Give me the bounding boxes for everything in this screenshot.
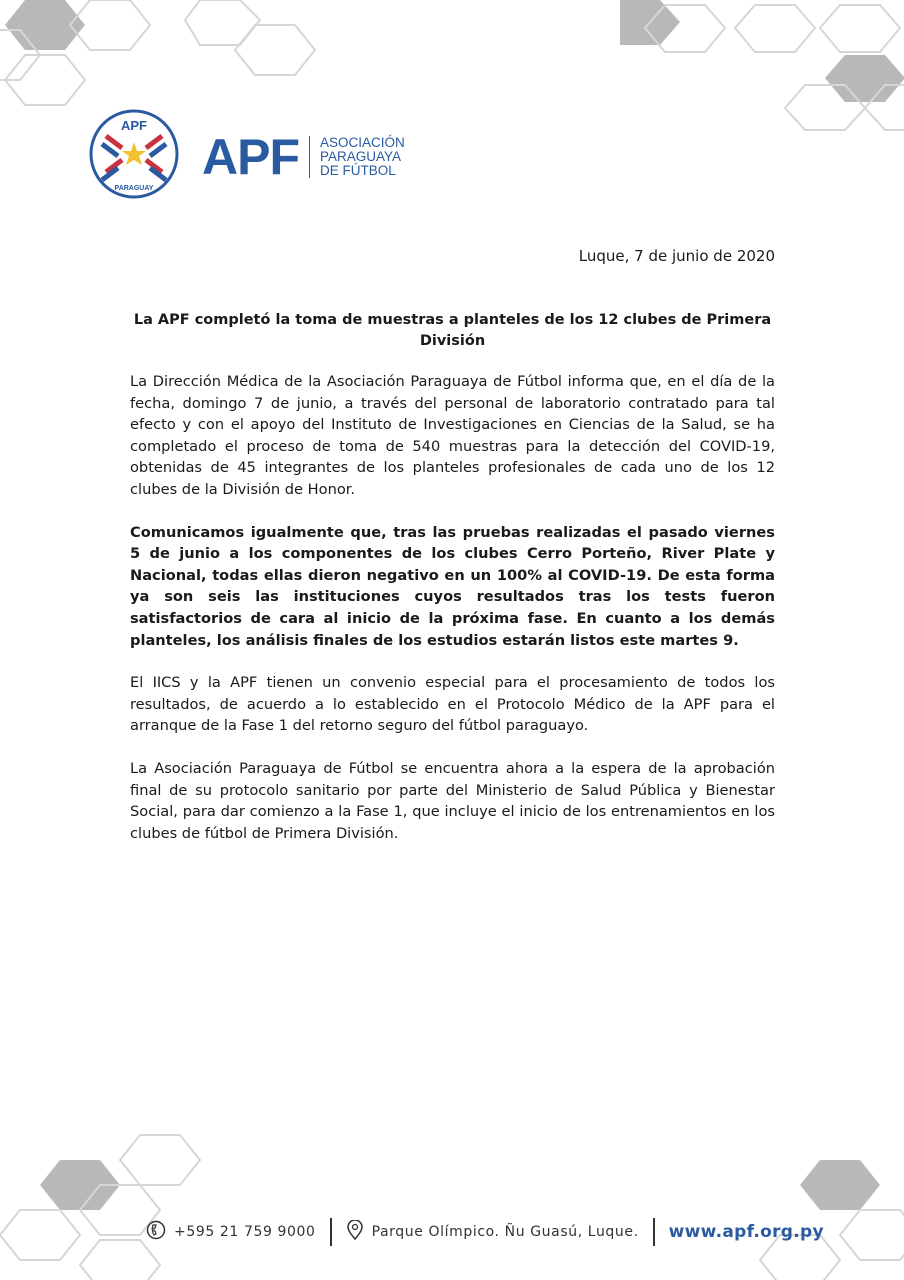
footer-phone: +595 21 759 9000 [174, 1224, 316, 1240]
document-title: La APF completó la toma de muestras a planteles de los 12 clubes de Primera División [133, 312, 772, 349]
badge-text: APF [121, 118, 147, 133]
footer-divider [330, 1218, 332, 1246]
phone-icon [146, 1220, 166, 1244]
paragraph-bold: Comunicamos igualmente que, tras las pruebas realizadas el pasado viernes 5 de junio a los componentes de los clubes Cerro Porteño, River Plate y Nacional, todas ellas dieron negativo en un 100% al COVID-19. De esta forma ya son seis las instituciones cuyos resultados tras los tests fueron satisfactorios de cara al inicio de la próxima fase. En cuanto a los demás planteles, los análisis finales de los estudios estarán listos este martes 9. [130, 523, 775, 649]
brand-short: APF [202, 129, 299, 185]
brand-divider [309, 136, 310, 178]
document-body [130, 371, 775, 865]
footer-contact [146, 1218, 824, 1246]
brand-name-line: ASOCIACIÓN [320, 135, 405, 150]
paragraph: La Asociación Paraguaya de Fútbol se encuentra ahora a la espera de la aprobación final de su protocolo sanitario por parte del Ministerio de Salud Pública y Bienestar Social, para dar comienzo a la Fase 1, que incluye el inicio de los entrenamientos en los clubes de fútbol de Primera División. [130, 759, 775, 842]
apf-badge-logo [88, 108, 180, 204]
location-pin-icon [346, 1220, 364, 1244]
brand-name-line: DE FÚTBOL [320, 163, 396, 178]
paragraph: La Dirección Médica de la Asociación Paraguaya de Fútbol informa que, en el día de la fecha, domingo 7 de junio, a través del personal de laboratorio contratado para tal efecto y con el apoyo del Instituto de Investigaciones en Ciencias de la Salud, se ha completado el proceso de toma de 540 muestras para la detección del COVID-19, obtenidas de 45 integrantes de los planteles profesionales de cada uno de los 12 clubes de la División de Honor. [130, 373, 775, 498]
footer-divider [653, 1218, 655, 1246]
brand-name [320, 136, 405, 178]
badge-bottom-text: PARAGUAY [114, 185, 154, 192]
footer-website-link[interactable]: www.apf.org.py [668, 1222, 824, 1242]
paragraph: El IICS y la APF tienen un convenio especial para el procesamiento de todos los resultados, de acuerdo a lo establecido en el Protocolo Médico de la APF para el arranque de la Fase 1 del retorno seguro del fútbol paraguayo. [130, 674, 775, 735]
document-date: Luque, 7 de junio de 2020 [578, 247, 775, 265]
footer-address: Parque Olímpico. Ñu Guasú, Luque. [371, 1224, 639, 1240]
brand-wordmark [202, 128, 405, 186]
brand-name-line: PARAGUAYA [320, 149, 402, 164]
